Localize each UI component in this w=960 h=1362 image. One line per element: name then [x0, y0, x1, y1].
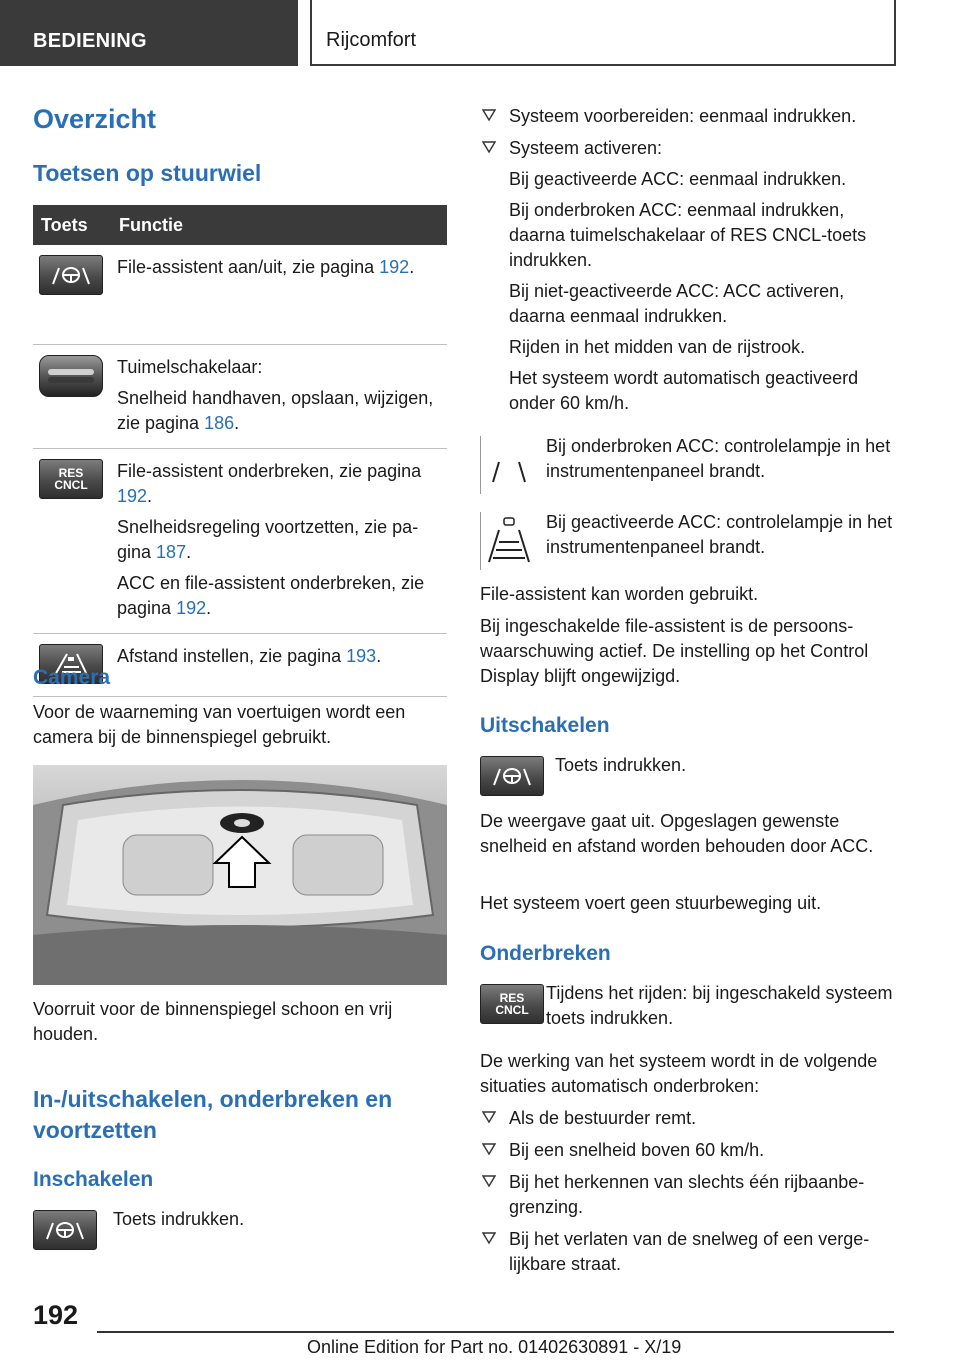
uitschakelen-heading: Uitschakelen — [480, 714, 610, 737]
uitschakelen-para-1: De weergave gaat uit. Opgeslagen gewenste snelheid en afstand worden behouden door ACC. — [480, 811, 874, 856]
list-item: Als de bestuurder remt. — [480, 1106, 894, 1131]
function-text: Tuimelschakelaar: — [117, 356, 263, 377]
list-sub-text: Het systeem wordt automatisch geactiveerd onder 60 km/h. — [509, 368, 859, 413]
table-cell-icon — [33, 448, 111, 633]
onderbreken-para: De werking van het systeem wordt in de volgende situaties automatisch onderbroken: — [480, 1051, 878, 1096]
page-link[interactable]: 192 — [176, 597, 207, 618]
keys-table — [33, 205, 447, 697]
function-text: Snelheidsregeling voortzetten, zie pagina 187. — [117, 516, 419, 562]
page-link[interactable]: 187 — [156, 541, 187, 562]
triangle-bullet-icon — [482, 108, 496, 122]
rocker-switch-icon — [39, 355, 103, 397]
table-cell-function — [111, 245, 447, 344]
page-title: Overzicht — [33, 104, 157, 134]
list-item: Bij het herkennen van slechts één rijbaanbegrenzing. — [480, 1170, 894, 1220]
lamp-interrupted-text: Bij onderbroken ACC: controlelampje in het instrumentenpaneel brandt. — [546, 436, 891, 481]
triangle-bullet-icon — [482, 1174, 496, 1188]
page-number: 192 — [33, 1300, 79, 1330]
camera-heading: Camera — [33, 666, 111, 689]
lamp-active-icon — [480, 512, 536, 570]
table-header-row — [33, 205, 447, 245]
lamp-interrupted-icon — [480, 436, 536, 494]
page-header — [0, 0, 960, 66]
interrupt-list — [480, 1106, 894, 1284]
page-link[interactable]: 193 — [346, 645, 377, 666]
page-link[interactable]: 192 — [117, 485, 148, 506]
inschakelen-heading: Inschakelen — [33, 1168, 154, 1191]
table-cell-icon — [33, 344, 111, 448]
footer-divider — [97, 1331, 894, 1333]
function-text: Snelheid handhaven, opslaan, wijzigen, zie pagina 186. — [117, 387, 434, 433]
page-link[interactable]: 186 — [204, 412, 235, 433]
list-sub-text: Bij niet-geactiveerde ACC: ACC activeren, daarna eenmaal indrukken. — [509, 281, 845, 326]
table-row — [33, 448, 447, 633]
list-item: Systeem activeren: Bij geactiveerde ACC: eenmaal indrukken. Bij onderbroken ACC: eenmaal indrukken, daarna tuimelschakelaar of RES CNCL-toets indrukken. Bij niet-geactiveerde ACC: ACC activeren, daarna eenmaal indrukken. Rijden in het midden van de rijstrook. Het systeem wordt automatisch geactiveerd onder 60 km/h. — [480, 136, 894, 416]
list-sub-text: Bij onderbroken ACC: eenmaal indrukken, daarna tuimelschakelaar of RES CNCL-toets indrukken. — [509, 200, 867, 270]
section-subtitle: Toetsen op stuurwiel — [33, 160, 262, 186]
onderbreken-text: Tijdens het rijden: bij ingeschakeld systeem toets indrukken. — [546, 983, 893, 1028]
inschakelen-text: Toets indrukken. — [113, 1209, 245, 1229]
list-sub-text: Bij geactiveerde ACC: eenmaal indrukken. — [509, 169, 847, 189]
res-cncl-icon: RES CNCL — [39, 459, 103, 499]
onoff-heading: In-/uitschakelen, onderbreken en voortzetten — [33, 1086, 393, 1143]
section-tab: BEDIENING — [0, 0, 298, 66]
table-row — [33, 245, 447, 344]
list-item: Bij een snelheid boven 60 km/h. — [480, 1138, 894, 1163]
uitschakelen-text: Toets indrukken. — [555, 755, 687, 775]
windshield-photo — [33, 765, 447, 985]
triangle-bullet-icon — [482, 1142, 496, 1156]
assist-usable-text: File-assistent kan worden gebruikt. — [480, 584, 759, 604]
edition-text: Online Edition for Part no. 01402630891 - X/19 — [307, 1337, 682, 1357]
chapter-tab: Rijcomfort — [310, 0, 896, 66]
triangle-bullet-icon — [482, 1231, 496, 1245]
table-cell-function — [111, 633, 447, 696]
activation-list — [480, 104, 894, 423]
photo-caption: Voorruit voor de binnenspiegel schoon en vrij houden. — [33, 999, 393, 1044]
onderbreken-heading: Onderbreken — [480, 942, 611, 965]
steering-assist-icon — [39, 255, 103, 295]
steering-assist-icon — [33, 1210, 97, 1250]
warning-text: Bij ingeschakelde file-assistent is de persoonswaarschuwing actief. De instelling op het Control Display blijft ongewijzigd. — [480, 616, 869, 686]
res-cncl-icon: RES CNCL — [480, 984, 544, 1024]
triangle-bullet-icon — [482, 140, 496, 154]
steering-assist-icon — [480, 756, 544, 796]
function-text: File-assistent onderbreken, zie pagina 192. — [117, 460, 422, 506]
lamp-active-text: Bij geactiveerde ACC: controlelampje in het instrumentenpaneel brandt. — [546, 512, 893, 557]
uitschakelen-para-2: Het systeem voert geen stuurbeweging uit. — [480, 893, 822, 913]
camera-text: Voor de waarneming van voertuigen wordt een camera bij de binnenspiegel gebruikt. — [33, 702, 406, 747]
function-text: File-assistent aan/uit, zie pagina 192. — [117, 257, 415, 277]
list-sub-text: Rijden in het midden van de rijstrook. — [509, 337, 806, 357]
list-item: Systeem voorbereiden: eenmaal indrukken. — [480, 104, 894, 129]
table-header-functie: Functie — [111, 205, 447, 245]
table-cell-function — [111, 344, 447, 448]
triangle-bullet-icon — [482, 1110, 496, 1124]
table-header-toets: Toets — [33, 205, 111, 245]
page-link[interactable]: 192 — [379, 257, 410, 277]
function-text: Afstand instellen, zie pagina 193. — [117, 645, 382, 666]
table-row — [33, 344, 447, 448]
list-item: Bij het verlaten van de snelweg of een vergelijkbare straat. — [480, 1227, 894, 1277]
function-text: ACC en file-assistent onderbreken, zie pagina 192. — [117, 572, 425, 618]
table-cell-function — [111, 448, 447, 633]
table-cell-icon — [33, 245, 111, 344]
